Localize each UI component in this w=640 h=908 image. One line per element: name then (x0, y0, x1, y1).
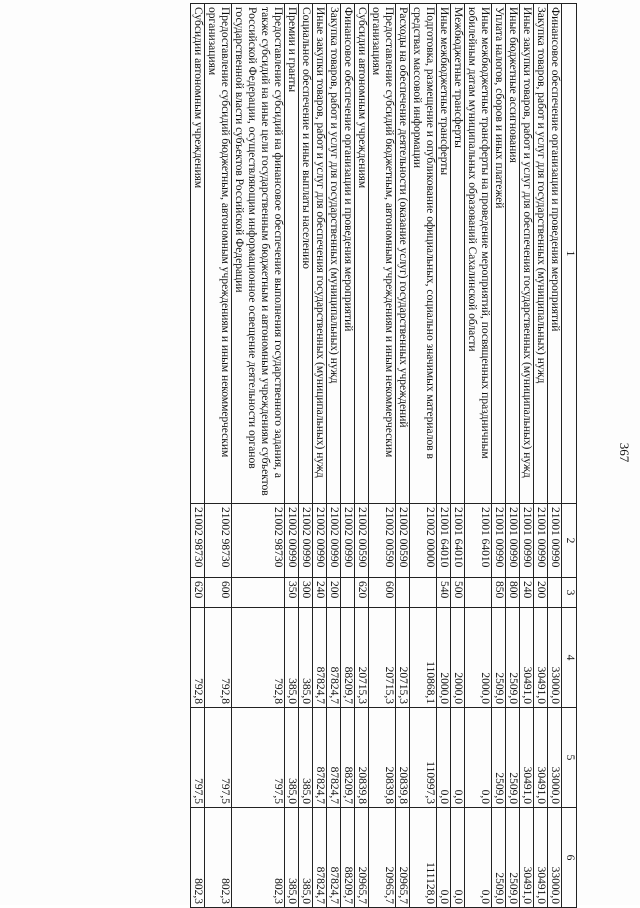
row-type-cell (548, 578, 562, 608)
row-value-year2: 2509,0 (492, 708, 506, 808)
row-type-cell (410, 578, 437, 608)
table-row (506, 4, 520, 908)
row-value-year1: 792,8 (205, 608, 232, 708)
row-value-year1: 2000,0 (437, 608, 451, 708)
row-name-cell: Иные бюджетные ассигнования (506, 4, 520, 504)
header-col-4: 4 (562, 608, 577, 708)
header-col-5: 5 (562, 708, 577, 808)
row-value-year2: 385,0 (299, 708, 313, 808)
row-code-cell: 21001 00990 (534, 504, 548, 578)
row-value-year2: 30491,0 (534, 708, 548, 808)
row-value-year3: 33000,0 (548, 808, 562, 908)
row-code-cell: 21001 64010 (465, 504, 492, 578)
row-value-year3: 802,3 (205, 808, 232, 908)
row-value-year2: 797,5 (191, 708, 205, 808)
row-name-cell: Иные межбюджетные трансферты (437, 4, 451, 504)
row-value-year3: 30491,0 (520, 808, 534, 908)
row-name-cell: Закупка товаров, работ и услуг для государственных (муниципальных) нужд (534, 4, 548, 504)
table-row (205, 4, 232, 908)
row-name-cell: Иные закупки товаров, работ и услуг для обеспечения государственных (муниципальных) нужд (313, 4, 327, 504)
table-row (341, 4, 355, 908)
row-code-cell: 21002 00590 (396, 504, 410, 578)
row-type-cell: 350 (285, 578, 299, 608)
row-value-year1: 110868,1 (410, 608, 437, 708)
row-code-cell: 21002 00990 (313, 504, 327, 578)
row-value-year3: 20965,7 (355, 808, 369, 908)
table-row (327, 4, 341, 908)
row-name-cell: Закупка товаров, работ и услуг для государственных (муниципальных) нужд (327, 4, 341, 504)
row-value-year1: 792,8 (191, 608, 205, 708)
row-value-year2: 797,5 (232, 708, 285, 808)
table-row (313, 4, 327, 908)
row-type-cell (341, 578, 355, 608)
table-row (355, 4, 369, 908)
header-col-1: 1 (562, 4, 577, 504)
header-col-3: 3 (562, 578, 577, 608)
row-value-year2: 20839,8 (396, 708, 410, 808)
row-type-cell: 240 (313, 578, 327, 608)
row-type-cell: 200 (534, 578, 548, 608)
row-type-cell: 240 (520, 578, 534, 608)
row-value-year1: 385,0 (285, 608, 299, 708)
row-value-year3: 30491,0 (534, 808, 548, 908)
table-body (191, 4, 562, 908)
table-row (369, 4, 396, 908)
row-value-year2: 0,0 (437, 708, 451, 808)
row-value-year2: 88209,7 (341, 708, 355, 808)
row-name-cell: Финансовое обеспечение организации и проведения мероприятий (548, 4, 562, 504)
row-value-year1: 20715,3 (369, 608, 396, 708)
row-value-year3: 385,0 (285, 808, 299, 908)
row-name-cell: Расходы на обеспечение деятельности (оказание услуг) государственных учреждений (396, 4, 410, 504)
row-name-cell: Субсидии автономным учреждениям (191, 4, 205, 504)
row-value-year2: 0,0 (451, 708, 465, 808)
row-value-year2: 87824,7 (327, 708, 341, 808)
row-name-cell: Уплата налогов, сборов и иных платежей (492, 4, 506, 504)
row-type-cell: 620 (355, 578, 369, 608)
row-code-cell: 21002 00590 (369, 504, 396, 578)
row-value-year2: 110997,3 (410, 708, 437, 808)
row-value-year1: 20715,3 (396, 608, 410, 708)
row-type-cell: 620 (191, 578, 205, 608)
row-value-year1: 385,0 (299, 608, 313, 708)
row-value-year1: 87824,7 (327, 608, 341, 708)
row-code-cell: 21002 98730 (191, 504, 205, 578)
row-code-cell: 21001 00990 (506, 504, 520, 578)
row-value-year3: 2509,0 (506, 808, 520, 908)
row-type-cell: 600 (369, 578, 396, 608)
row-type-cell (465, 578, 492, 608)
row-name-cell: Иные межбюджетные трансферты на проведение мероприятий, посвященных праздничным юбилейным датам муниципальных образований Сахалинской области (465, 4, 492, 504)
row-value-year3: 87824,7 (313, 808, 327, 908)
row-value-year2: 33000,0 (548, 708, 562, 808)
row-name-cell: Предоставление субсидий на финансовое обеспечение выполнения государственного задания, а также субсидий на иные цели государственным бюджетным и автономным учреждениям субъектов Российской Федерации, осуществляющим информационное освещение деятельности органов государственной власти субъектов Российской Федерации (232, 4, 285, 504)
table-row (548, 4, 562, 908)
row-value-year1: 88209,7 (341, 608, 355, 708)
row-value-year1: 2509,0 (492, 608, 506, 708)
table-row (285, 4, 299, 908)
row-type-cell (232, 578, 285, 608)
table-row (437, 4, 451, 908)
budget-table (190, 3, 577, 908)
row-name-cell: Межбюджетные трансферты (451, 4, 465, 504)
row-value-year2: 797,5 (205, 708, 232, 808)
table-row (465, 4, 492, 908)
row-value-year1: 2000,0 (451, 608, 465, 708)
row-value-year3: 87824,7 (327, 808, 341, 908)
row-value-year3: 0,0 (437, 808, 451, 908)
row-code-cell: 21001 64010 (437, 504, 451, 578)
table-row (410, 4, 437, 908)
row-type-cell: 850 (492, 578, 506, 608)
row-name-cell: Премии и гранты (285, 4, 299, 504)
table-row (492, 4, 506, 908)
row-code-cell: 21002 00990 (327, 504, 341, 578)
row-value-year1: 792,8 (232, 608, 285, 708)
row-type-cell: 600 (205, 578, 232, 608)
page-number: 367 (617, 442, 632, 463)
row-value-year1: 20715,3 (355, 608, 369, 708)
row-value-year3: 2509,0 (492, 808, 506, 908)
row-value-year3: 20965,7 (369, 808, 396, 908)
row-name-cell: Предоставление субсидий бюджетным, автономным учреждениям и иным некоммерческим организациям (205, 4, 232, 504)
row-type-cell: 300 (299, 578, 313, 608)
row-value-year1: 33000,0 (548, 608, 562, 708)
row-code-cell: 21001 00990 (492, 504, 506, 578)
table-row (396, 4, 410, 908)
row-value-year1: 87824,7 (313, 608, 327, 708)
table-row (191, 4, 205, 908)
row-type-cell: 500 (451, 578, 465, 608)
row-type-cell (396, 578, 410, 608)
row-code-cell: 21002 98730 (232, 504, 285, 578)
row-value-year1: 30491,0 (534, 608, 548, 708)
row-name-cell: Подготовка, размещение и опубликование официальных, социально значимых материалов в средствах массовой информации (410, 4, 437, 504)
row-value-year1: 2509,0 (506, 608, 520, 708)
table-row (451, 4, 465, 908)
row-value-year1: 30491,0 (520, 608, 534, 708)
row-code-cell: 21001 00990 (520, 504, 534, 578)
row-value-year2: 0,0 (465, 708, 492, 808)
row-type-cell: 200 (327, 578, 341, 608)
row-value-year2: 2509,0 (506, 708, 520, 808)
row-code-cell: 21002 00000 (410, 504, 437, 578)
row-name-cell: Финансовое обеспечение организации и проведения мероприятий (341, 4, 355, 504)
row-name-cell: Предоставление субсидий бюджетным, автономным учреждениям и иным некоммерческим организациям (369, 4, 396, 504)
row-value-year3: 0,0 (451, 808, 465, 908)
row-code-cell: 21001 64010 (451, 504, 465, 578)
row-value-year2: 20839,8 (355, 708, 369, 808)
row-value-year2: 87824,7 (313, 708, 327, 808)
table-row (299, 4, 313, 908)
row-code-cell: 21002 00590 (355, 504, 369, 578)
header-row (562, 4, 577, 908)
row-name-cell: Субсидии автономным учреждениям (355, 4, 369, 504)
row-code-cell: 21001 00990 (548, 504, 562, 578)
row-type-cell: 800 (506, 578, 520, 608)
row-value-year2: 385,0 (285, 708, 299, 808)
table-row (534, 4, 548, 908)
header-col-6: 6 (562, 808, 577, 908)
row-value-year3: 0,0 (465, 808, 492, 908)
row-code-cell: 21002 98730 (205, 504, 232, 578)
row-value-year3: 111128,0 (410, 808, 437, 908)
row-value-year3: 88209,7 (341, 808, 355, 908)
row-value-year3: 20965,7 (396, 808, 410, 908)
row-code-cell: 21002 00990 (299, 504, 313, 578)
row-value-year3: 385,0 (299, 808, 313, 908)
row-name-cell: Социальное обеспечение и иные выплаты населению (299, 4, 313, 504)
row-value-year3: 802,3 (191, 808, 205, 908)
row-value-year2: 20839,8 (369, 708, 396, 808)
row-type-cell: 540 (437, 578, 451, 608)
table-row (520, 4, 534, 908)
row-code-cell: 21002 00990 (285, 504, 299, 578)
row-code-cell: 21002 00990 (341, 504, 355, 578)
row-name-cell: Иные закупки товаров, работ и услуг для обеспечения государственных (муниципальных) нужд (520, 4, 534, 504)
row-value-year3: 802,3 (232, 808, 285, 908)
row-value-year2: 30491,0 (520, 708, 534, 808)
header-col-2: 2 (562, 504, 577, 578)
table-row (232, 4, 285, 908)
row-value-year1: 2000,0 (465, 608, 492, 708)
